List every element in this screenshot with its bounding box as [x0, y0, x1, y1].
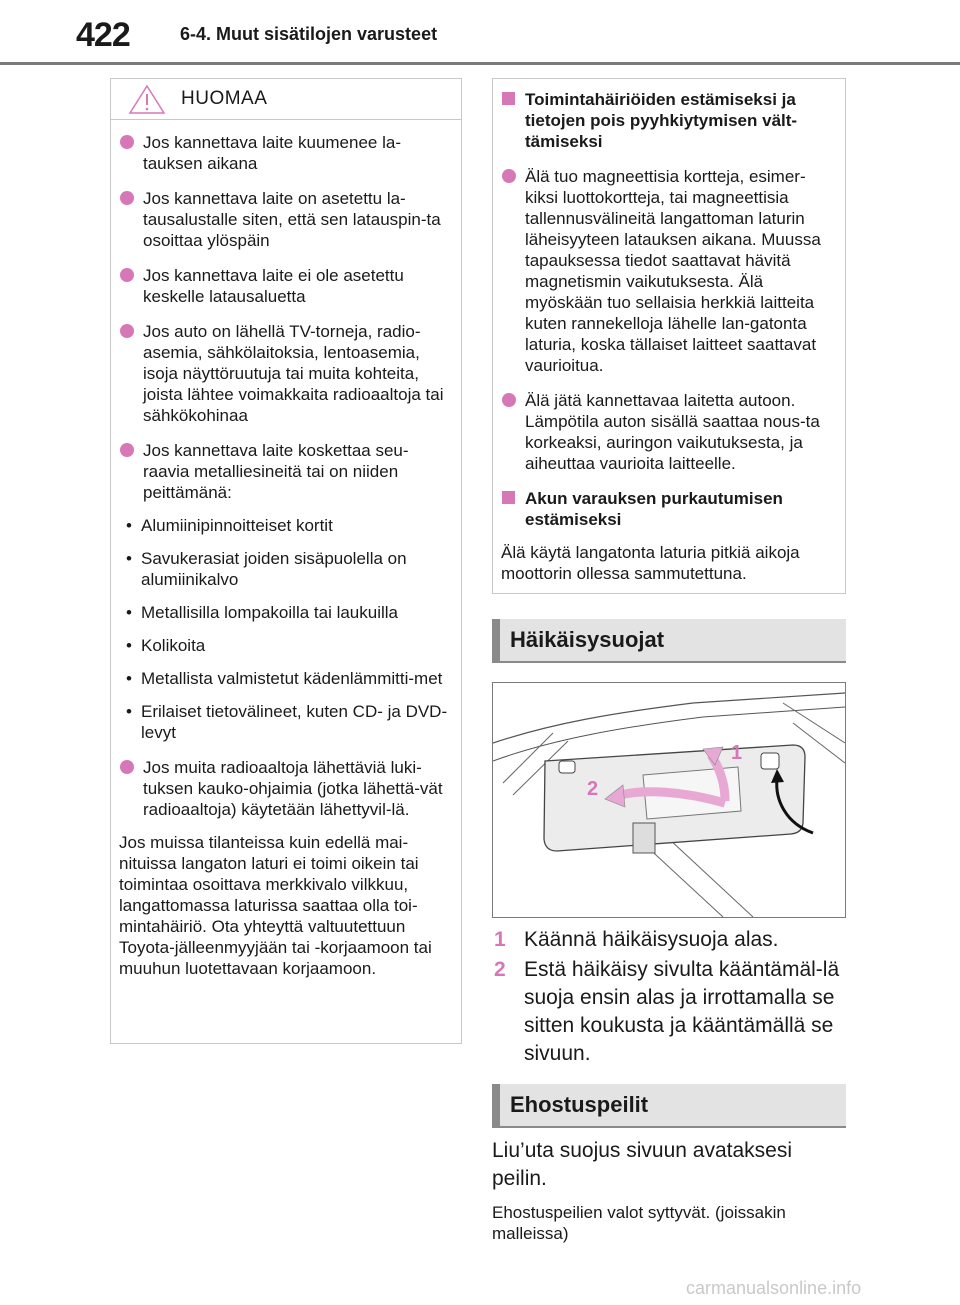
figure-label-1: 1: [731, 742, 743, 764]
watermark: carmanualsonline.info: [686, 1278, 862, 1298]
notice-subheading: [501, 488, 833, 530]
bullet-dot-icon: [120, 324, 134, 338]
list-item-text: Älä tuo magneettisia kortteja, esimer-kiksi luottokortteja, tai magneettisia tallennusvälineitä langattoman laturin läheisyyteen latauksen aikana. Muussa tapauksessa tiedot saattavat hävitä magnetismin vaikutuksesta. Älä myöskään tuo sellaisia herkkiä laitteita kuten rannekelloja lähelle lan-gatonta laturia, koska tällaiset laitteet saattavat vaurioitua.: [525, 167, 821, 375]
section-text: Liu’uta suojus sivuun avataksesi peilin.: [492, 1139, 793, 1190]
section-title: Häikäisysuojat: [510, 627, 665, 652]
page-number: 422: [76, 16, 130, 54]
sun-visor-illustration: [492, 682, 846, 918]
notice-box-left: [110, 78, 462, 1044]
bullet-dot-icon: [120, 443, 134, 457]
bullet-dot-icon: [120, 191, 134, 205]
step-item: [492, 926, 852, 954]
list-item-text: Jos muita radioaaltoja lähettäviä luki-tuksen kauko-ohjaimia (jotka lähettä-vät radioaaltoja) käytetään lähettyvil-lä.: [143, 758, 443, 819]
sub-list-item-text: Kolikoita: [141, 636, 206, 655]
section-title: Ehostuspeilit: [510, 1092, 649, 1117]
notice-box-right: [492, 78, 846, 594]
bullet-icon: •: [126, 549, 132, 568]
list-item-text: Jos auto on lähellä TV-torneja, radio-asemia, sähkölaitoksia, lentoasemia, isoja näyttöruutuja tai muita kohteita, joista lähtee voimakkaita radioaaltoja tai sähkökohinaa: [143, 322, 444, 425]
sub-list-item-text: Erilaiset tietovälineet, kuten CD- ja DVD-levyt: [141, 702, 448, 742]
sub-list-item: [119, 548, 449, 590]
sub-list-item: [119, 668, 449, 689]
bullet-dot-icon: [502, 169, 516, 183]
sub-list-item-text: Metallista valmistetut kädenlämmitti-met: [141, 669, 443, 688]
bullet-icon: •: [126, 702, 132, 721]
notice-subheading: [501, 89, 833, 152]
notice-body: [111, 120, 461, 979]
step-number: 2: [494, 958, 506, 981]
notice-body: [493, 79, 845, 584]
sub-list-item-text: Metallisilla lompakoilla tai laukuilla: [141, 603, 399, 622]
section-heading-bar: [492, 1084, 500, 1126]
list-item: [501, 390, 833, 474]
list-item: [119, 132, 449, 174]
list-item: [119, 757, 449, 820]
bullet-dot-icon: [120, 760, 134, 774]
notice-paragraph: Älä käytä langatonta laturia pitkiä aikoja moottorin ollessa sammutettuna.: [501, 543, 800, 583]
step-text: Estä häikäisy sivulta kääntämäl-lä suoja ensin alas ja irrottamalla se sitten koukusta ja kääntämällä se sivuun.: [524, 958, 840, 1065]
figure-label-2: 2: [587, 778, 599, 800]
list-item: [501, 166, 833, 376]
notice-header: [111, 79, 461, 120]
notice-title: HUOMAA: [181, 88, 268, 109]
notice-subheading-text: Akun varauksen purkautumisen estämiseksi: [525, 489, 783, 529]
header-rule: [0, 62, 960, 65]
bullet-dot-icon: [120, 135, 134, 149]
bullet-icon: •: [126, 636, 132, 655]
bullet-dot-icon: [120, 268, 134, 282]
bullet-icon: •: [126, 516, 132, 535]
notice-subheading-text: Toimintahäiriöiden estämiseksi ja tietojen pois pyyhkiytymisen vält-tämiseksi: [525, 90, 798, 151]
sun-visor-drawing: [493, 683, 845, 917]
list-item: [119, 188, 449, 251]
bullet-icon: •: [126, 669, 132, 688]
list-item-text: Jos kannettava laite on asetettu la-tausalustalle siten, että sen latauspin-ta osoittaa ylöspäin: [143, 189, 441, 250]
list-item-text: Jos kannettava laite kuumenee la-tauksen aikana: [143, 133, 401, 173]
list-item: [119, 265, 449, 307]
sub-list-item: [119, 602, 449, 623]
sub-list-item: [119, 701, 449, 743]
list-item-text: Jos kannettava laite ei ole asetettu keskelle latausaluetta: [143, 266, 404, 306]
section-heading-sun-visors: [492, 619, 846, 663]
list-item-text: Jos kannettava laite koskettaa seu-raavia metalliesineitä tai on niiden peittämänä:: [143, 441, 409, 502]
section-note: Ehostuspeilien valot syttyvät. (joissakin malleissa): [492, 1203, 786, 1243]
page-header: [0, 0, 960, 64]
notice-paragraph: Jos muissa tilanteissa kuin edellä mai-nituissa langaton laturi ei toimi oikein tai toimintaa osoittava merkkivalo vilkkuu, langattomassa laturissa saattaa olla toi-mintahäiriö. Ota yhteyttä valtuutettuun Toyota-jälleenmyyjään tai -korjaamoon tai muuhun luotettavaan korjaamoon.: [119, 833, 432, 978]
steps-list: [492, 926, 852, 1070]
section-heading-bar: [492, 619, 500, 661]
list-item: [119, 440, 449, 503]
bullet-icon: •: [126, 603, 132, 622]
sub-list-item: [119, 635, 449, 656]
step-number: 1: [494, 928, 506, 951]
square-bullet-icon: [502, 92, 515, 105]
list-item: [119, 321, 449, 426]
chapter-title: 6-4. Muut sisätilojen varusteet: [180, 24, 438, 44]
section-heading-vanity-mirrors: [492, 1084, 846, 1128]
sub-list-item-text: Savukerasiat joiden sisäpuolella on alumiinikalvo: [141, 549, 407, 589]
bullet-dot-icon: [502, 393, 516, 407]
sub-list-item-text: Alumiinipinnoitteiset kortit: [141, 516, 333, 535]
step-text: Käännä häikäisysuoja alas.: [524, 928, 779, 951]
warning-triangle-icon: [127, 83, 167, 115]
square-bullet-icon: [502, 491, 515, 504]
sub-list-item: [119, 515, 449, 536]
step-item: [492, 956, 852, 1068]
list-item-text: Älä jätä kannettavaa laitetta autoon. Lämpötila auton sisällä saattaa nous-ta korkeaksi, auringon vaikutuksesta, ja aiheuttaa vaurioita laitteelle.: [525, 391, 820, 473]
